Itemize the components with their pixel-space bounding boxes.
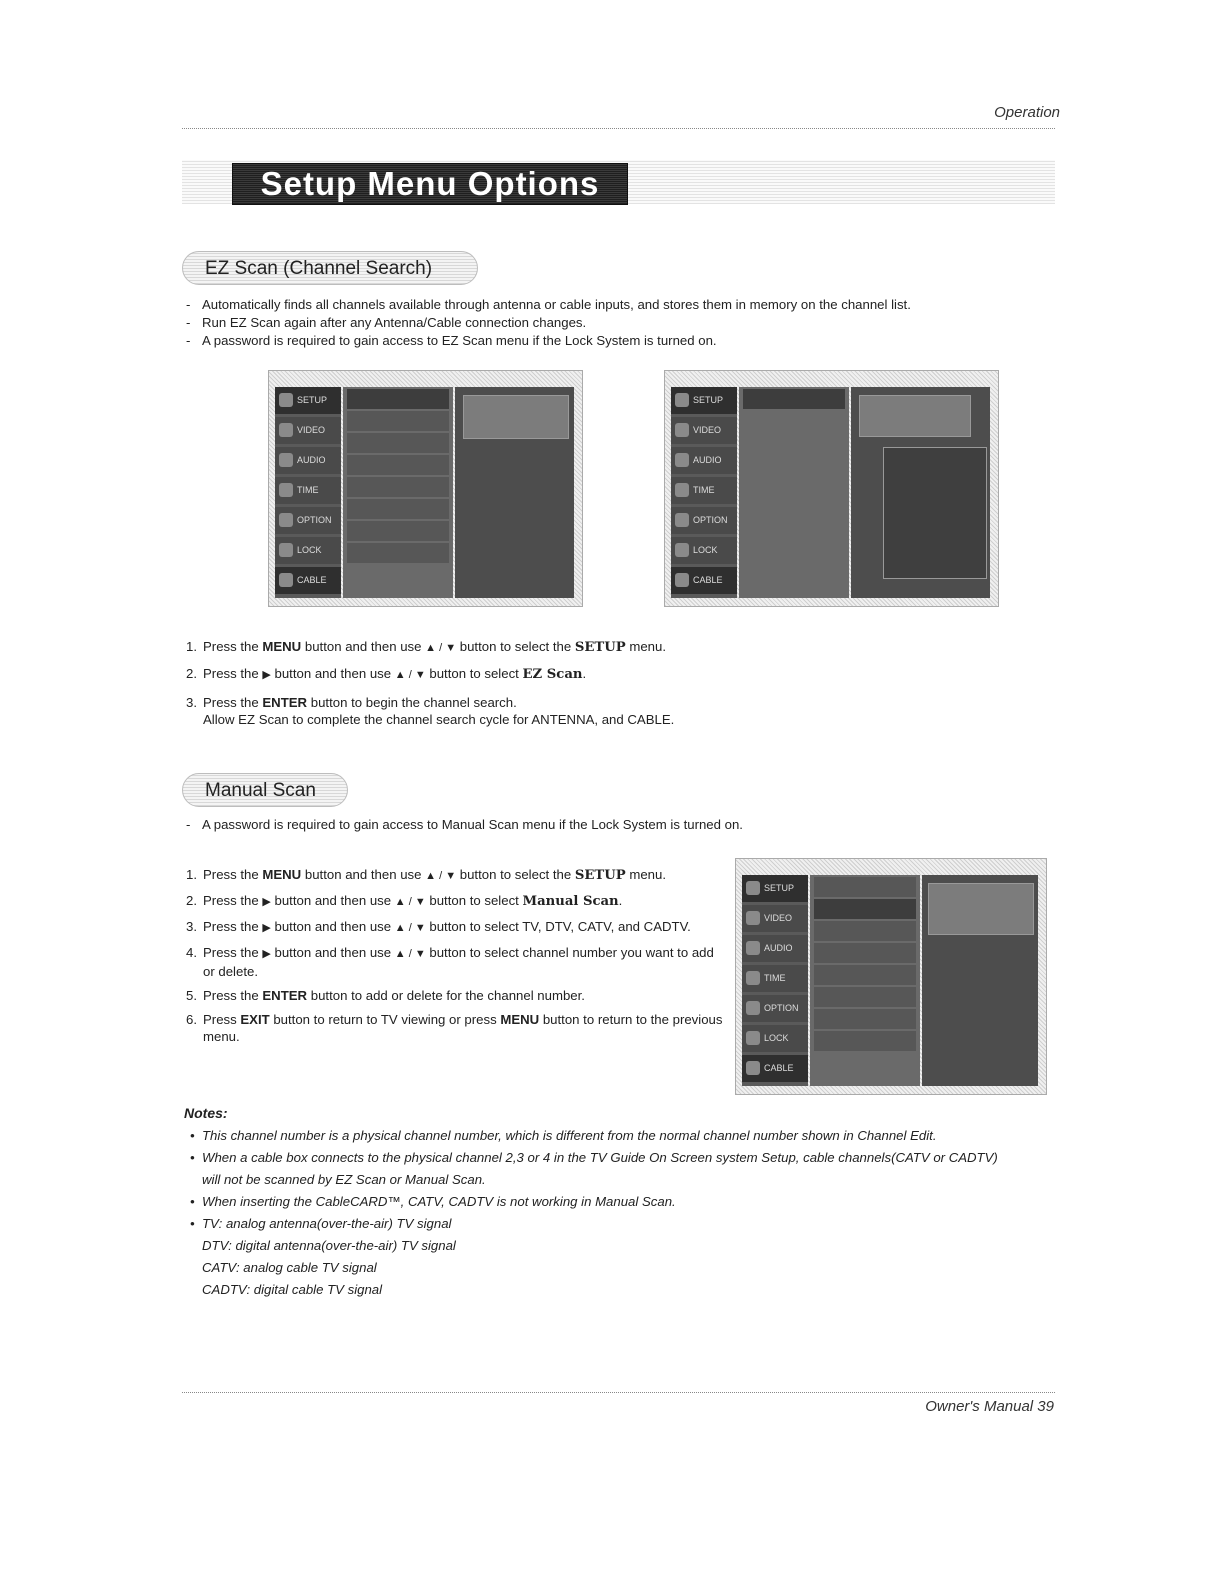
tv-submenu-row [347,499,449,519]
right-arrow-icon: ▶ [262,896,271,908]
tv-sidebar-item: AUDIO [742,935,808,962]
note-item: • This channel number is a physical channel number, which is different from the normal channel number shown in Channel Edit. [190,1125,1010,1147]
notes-title: Notes: [184,1105,228,1121]
step-text: button to return to the previous menu. [203,1012,723,1044]
tv-sidebar-item: LOCK [742,1025,808,1052]
step-text: Press the [203,639,263,654]
step-number: 4. [186,945,197,960]
note-item: • TV: analog antenna(over-the-air) TV signal [190,1213,1010,1235]
step-text: button and then use [270,666,395,681]
tv-submenu-row [814,1031,916,1051]
step-text: button and then use [301,867,426,882]
button-name: MENU [500,1012,540,1027]
page-footer: Owner's Manual 39 [925,1398,1054,1415]
step-text: button to add or delete for the channel number. [307,988,585,1003]
tv-submenu-row [347,433,449,453]
note-item: • When inserting the CableCARD™, CATV, CADTV is not working in Manual Scan. [190,1191,1010,1213]
tv-sidebar-item: OPTION [671,507,737,534]
right-arrow-icon: ▶ [262,922,271,934]
menu-name: SETUP [574,868,626,883]
tv-scan-dialog [883,447,987,579]
button-name: MENU [262,867,302,882]
step-text: Press [203,1012,241,1027]
tv-sidebar [742,875,808,1086]
tv-submenu-row [814,899,916,919]
tv-menu-screenshot-setup [268,370,583,607]
tv-submenu [810,875,920,1086]
menu-name: Manual Scan [522,894,619,909]
tv-sidebar-item: CABLE [275,567,341,594]
step-number: 3. [186,919,197,934]
tv-info-area [455,387,574,598]
tv-submenu-row [743,389,845,409]
step-item [186,694,1046,728]
tv-sidebar-item: LOCK [275,537,341,564]
step-number: 5. [186,988,197,1003]
tv-submenu-row [347,477,449,497]
tv-submenu-row [347,521,449,541]
button-name: ENTER [262,988,308,1003]
manual-scan-heading: Manual Scan [182,773,348,807]
step-item [186,665,1046,684]
tv-info-area [922,875,1038,1086]
tv-sidebar-item: AUDIO [275,447,341,474]
tv-submenu-row [347,543,449,563]
tv-submenu [739,387,849,598]
menu-name: EZ Scan [522,667,583,682]
tv-sidebar [275,387,341,598]
step-item [186,944,724,980]
step-text: button and then use [270,945,395,960]
note-subitem: CADTV: digital cable TV signal [202,1282,383,1297]
tv-sidebar-item: VIDEO [275,417,341,444]
tv-sidebar-item: VIDEO [671,417,737,444]
step-text: Press the [203,867,263,882]
manual-scan-bullets [186,816,1046,834]
step-text: button to select the [456,639,575,654]
tv-submenu-row [814,1009,916,1029]
tv-menu-screenshot-manual-scan [735,858,1047,1095]
ez-scan-heading: EZ Scan (Channel Search) [182,251,478,285]
step-text: button and then use [270,893,395,908]
tv-sidebar-item: SETUP [671,387,737,414]
step-number: 2. [186,893,197,908]
step-text: button and then use [270,919,395,934]
tv-submenu-row [347,389,449,409]
step-item [186,866,724,885]
step-text: button to select [425,893,523,908]
tv-sidebar-item: TIME [671,477,737,504]
menu-name: SETUP [574,640,626,655]
tv-sidebar-item: TIME [275,477,341,504]
up-down-arrow-icon: ▲ / ▼ [394,669,426,681]
step-text: Press the [203,893,263,908]
up-down-arrow-icon: ▲ / ▼ [425,642,457,654]
step-number: 1. [186,639,197,654]
step-text: Press the [203,988,263,1003]
bullet-item: - A password is required to gain access to EZ Scan menu if the Lock System is turned on. [186,332,1046,350]
step-text: . [618,893,623,908]
step-text: menu. [625,639,666,654]
tv-sidebar-item: VIDEO [742,905,808,932]
tv-sidebar-item: SETUP [275,387,341,414]
tv-sidebar-item: SETUP [742,875,808,902]
bullet-item: - Automatically finds all channels available through antenna or cable inputs, and stores them in memory on the channel list. [186,296,1046,314]
tv-info-area [851,387,990,598]
right-arrow-icon: ▶ [262,669,271,681]
tv-submenu [343,387,453,598]
step-item [186,918,724,937]
ez-scan-steps [186,638,1046,728]
page-title: Setup Menu Options [232,163,628,205]
tv-submenu-row [347,455,449,475]
step-item [186,638,1046,657]
tv-sidebar-item: CABLE [742,1055,808,1082]
tv-sidebar-item: OPTION [275,507,341,534]
tv-sidebar-item: LOCK [671,537,737,564]
up-down-arrow-icon: ▲ / ▼ [394,922,426,934]
step-item [186,892,724,911]
step-item [186,1011,724,1045]
notes-list [190,1125,1010,1301]
step-item [186,987,724,1004]
tv-submenu-row [814,965,916,985]
button-name: ENTER [262,695,308,710]
step-text: button to begin the channel search. [307,695,517,710]
tv-submenu-row [814,943,916,963]
button-name: MENU [262,639,302,654]
right-arrow-icon: ▶ [262,948,271,960]
manual-scan-steps [186,866,724,1045]
tv-sidebar [671,387,737,598]
step-text: Allow EZ Scan to complete the channel search cycle for ANTENNA, and CABLE. [203,712,675,727]
ez-scan-bullets [186,296,1046,350]
step-number: 3. [186,695,197,710]
step-text: button to return to TV viewing or press [269,1012,501,1027]
step-text: button to select TV, DTV, CATV, and CADTV. [425,919,691,934]
note-subitem: CATV: analog cable TV signal [202,1260,377,1275]
section-header: Operation [994,104,1060,121]
step-number: 2. [186,666,197,681]
tv-menu-screenshot-ez-scan [664,370,999,607]
step-text: button to select the [456,867,575,882]
tv-submenu-row [347,411,449,431]
step-text: menu. [625,867,666,882]
step-number: 1. [186,867,197,882]
tv-submenu-row [814,877,916,897]
up-down-arrow-icon: ▲ / ▼ [394,948,426,960]
step-text: Press the [203,666,263,681]
step-text: Press the [203,695,263,710]
bullet-item: - Run EZ Scan again after any Antenna/Cable connection changes. [186,314,1046,332]
up-down-arrow-icon: ▲ / ▼ [394,896,426,908]
note-subitem: DTV: digital antenna(over-the-air) TV signal [202,1238,456,1253]
step-text: button and then use [301,639,426,654]
up-down-arrow-icon: ▲ / ▼ [425,870,457,882]
tv-sidebar-item: CABLE [671,567,737,594]
step-text: Press the [203,919,263,934]
step-text: Press the [203,945,263,960]
tv-sidebar-item: AUDIO [671,447,737,474]
tv-submenu-row [814,987,916,1007]
tv-sidebar-item: OPTION [742,995,808,1022]
bullet-item: - A password is required to gain access to Manual Scan menu if the Lock System is turned on. [186,816,1046,834]
step-text: button to select [425,666,523,681]
footer-rule [182,1392,1055,1393]
tv-info-panel [928,883,1034,935]
step-text: button to select channel number you want to add or delete. [203,945,714,979]
button-name: EXIT [240,1012,270,1027]
header-rule [182,128,1055,129]
tv-info-panel [463,395,569,439]
step-text: . [582,666,587,681]
step-number: 6. [186,1012,197,1027]
tv-info-panel [859,395,971,437]
tv-sidebar-item: TIME [742,965,808,992]
note-item: • When a cable box connects to the physical channel 2,3 or 4 in the TV Guide On Screen system Setup, cable channels(CATV or CADTV) will not be scanned by EZ Scan or Manual Scan. [190,1147,1010,1191]
tv-submenu-row [814,921,916,941]
